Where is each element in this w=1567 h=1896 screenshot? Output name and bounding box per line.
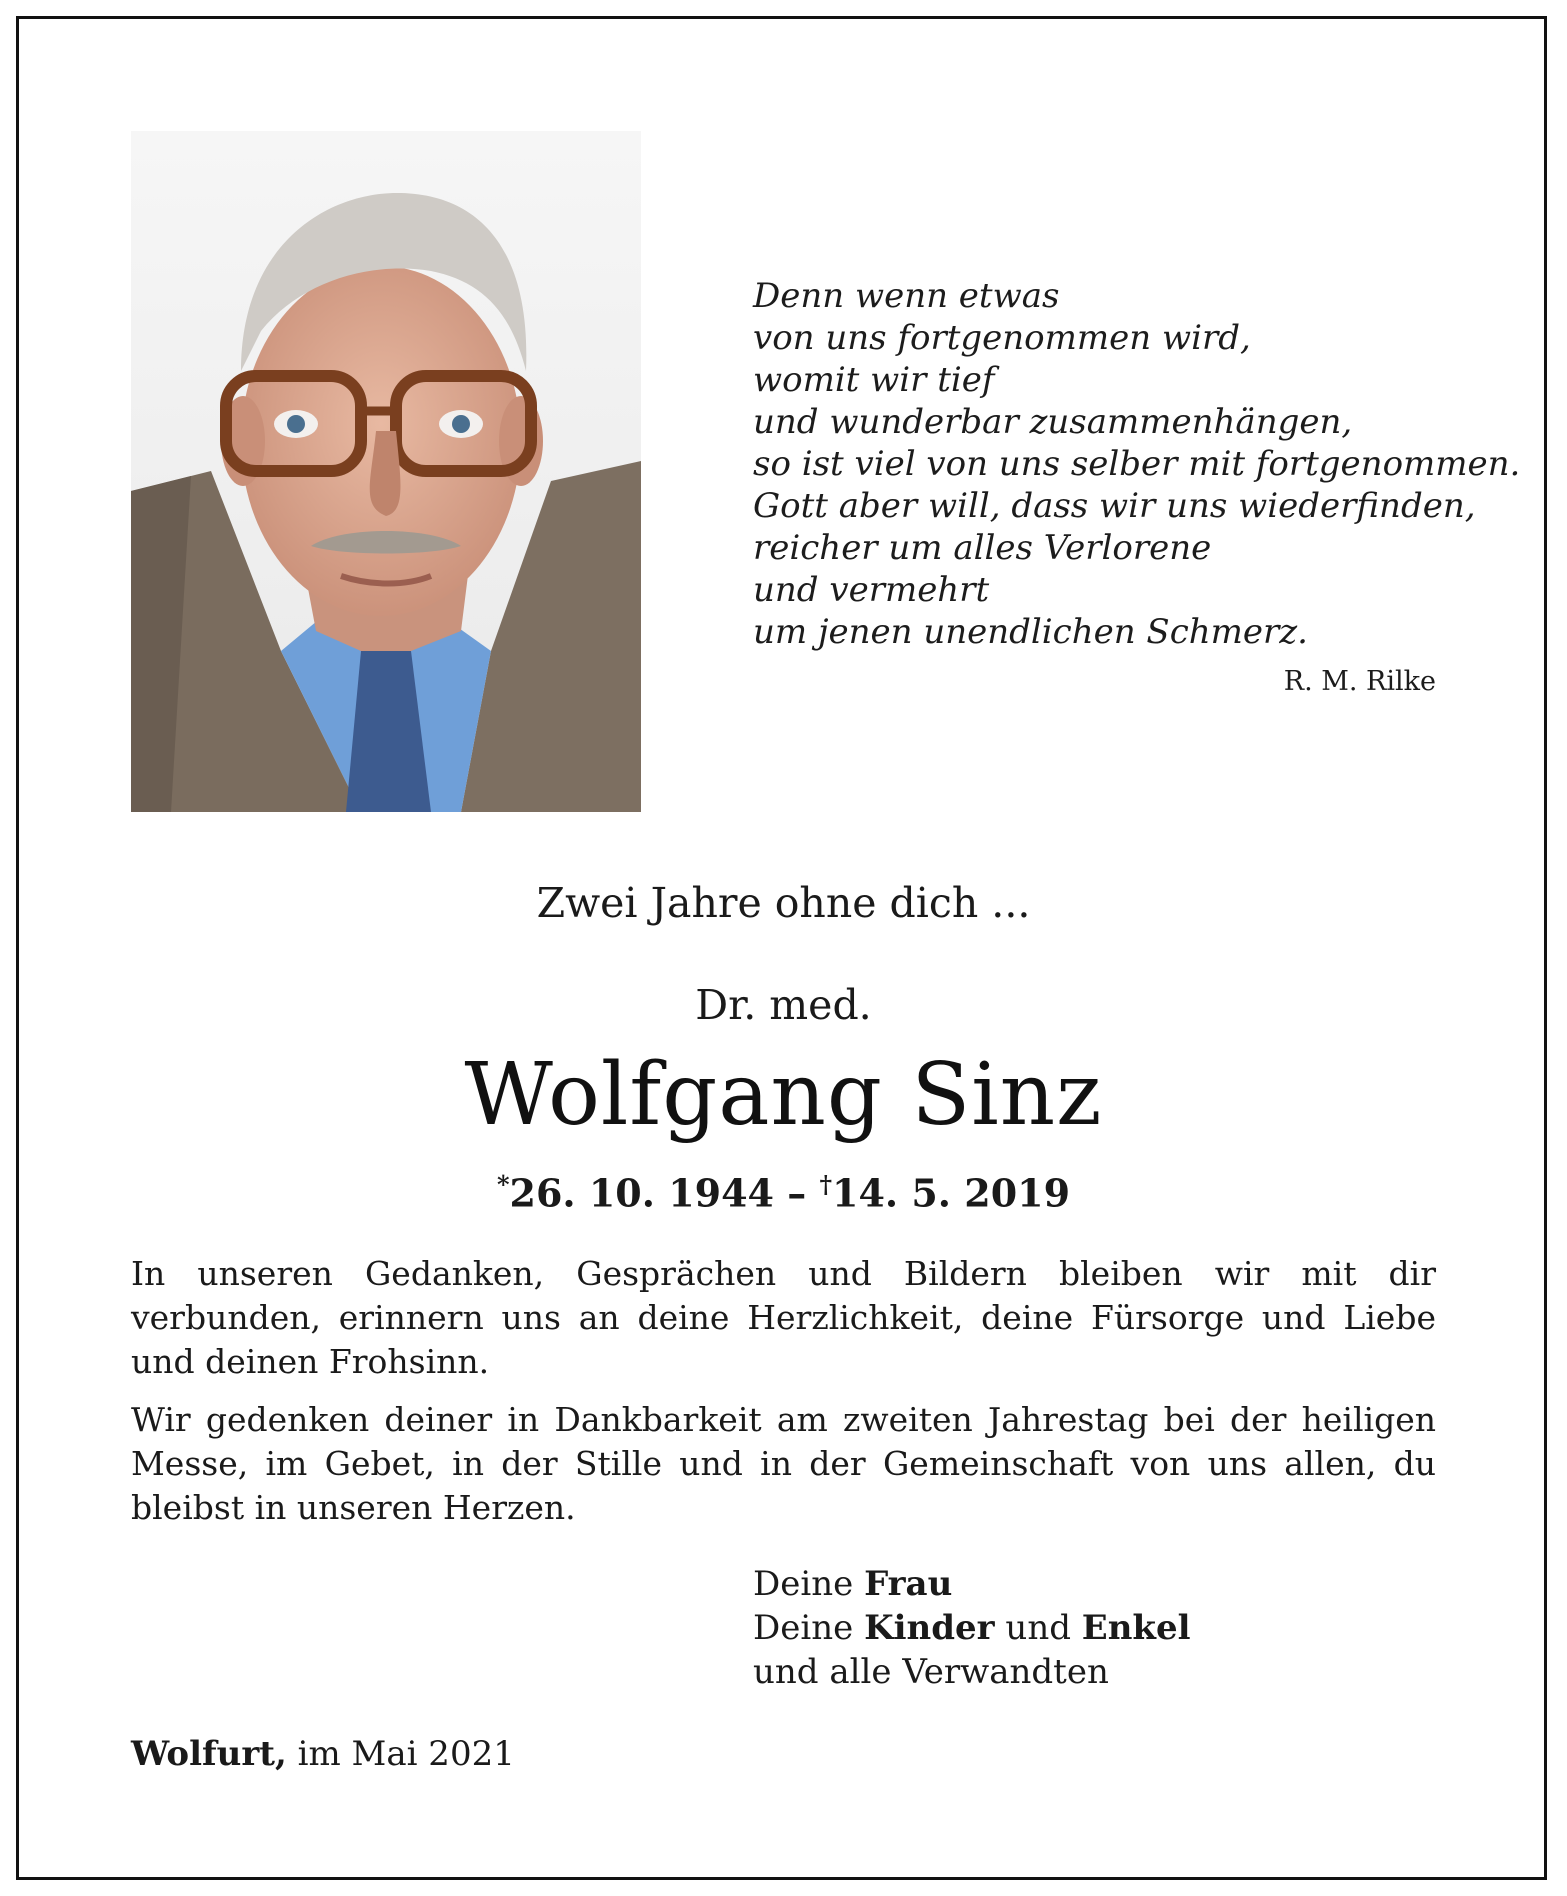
deceased-name: Wolfgang Sinz [464, 1045, 1103, 1145]
poem-line: reicher um alles Verlorene [753, 528, 1212, 568]
signature-block [753, 1562, 1191, 1694]
poem-line: womit wir tief [753, 360, 995, 400]
signature-line [753, 1562, 1191, 1606]
signature-text: Deine [753, 1608, 865, 1648]
poem [753, 275, 1521, 653]
signature-bold: Kinder [864, 1608, 995, 1648]
signature-text: Deine [753, 1564, 865, 1604]
date-separator: – [773, 1170, 820, 1216]
poem-line: um jenen unendlichen Schmerz. [753, 612, 1308, 652]
poem-line: so ist viel von uns selber mit fortgenommen. [753, 444, 1521, 484]
death-symbol: † [819, 1170, 833, 1199]
signature-bold: Enkel [1081, 1608, 1191, 1648]
place-date [131, 1732, 515, 1776]
poem-line: und wunderbar zusammenhängen, [753, 402, 1353, 442]
academic-title: Dr. med. [695, 981, 872, 1029]
poem-line: und vermehrt [753, 570, 990, 610]
signature-line: und alle Verwandten [753, 1652, 1109, 1692]
portrait-photo [131, 131, 641, 812]
death-date: 14. 5. 2019 [832, 1170, 1071, 1216]
signature-text: und [994, 1608, 1082, 1648]
place-town: Wolfurt, [131, 1734, 287, 1774]
birth-symbol: * [496, 1170, 510, 1199]
life-dates [0, 1160, 1567, 1219]
text-paragraph: Wir gedenken deiner in Dankbarkeit am zweiten Jahrestag bei der heiligen Messe, im Gebet, in der Stille und in der Gemeinschaft von uns allen, du bleibst in unseren Herzen. [131, 1400, 1436, 1527]
text-paragraph: In unseren Gedanken, Gesprächen und Bildern bleiben wir mit dir verbunden, erinnern uns an deine Herzlichkeit, deine Fürsorge und Liebe und deinen Frohsinn. [131, 1254, 1436, 1381]
place-month: im Mai 2021 [286, 1734, 515, 1774]
signature-bold: Frau [864, 1564, 953, 1604]
memorial-subtitle: Zwei Jahre ohne dich ... [536, 879, 1031, 927]
poem-line: Denn wenn etwas [753, 276, 1060, 316]
poem-line: von uns fortgenommen wird, [753, 318, 1251, 358]
poem-line: Gott aber will, dass wir uns wiederfinden, [753, 486, 1476, 526]
birth-date: 26. 10. 1944 [509, 1170, 774, 1216]
signature-line [753, 1606, 1191, 1650]
poem-author: R. M. Rilke [1283, 666, 1436, 697]
